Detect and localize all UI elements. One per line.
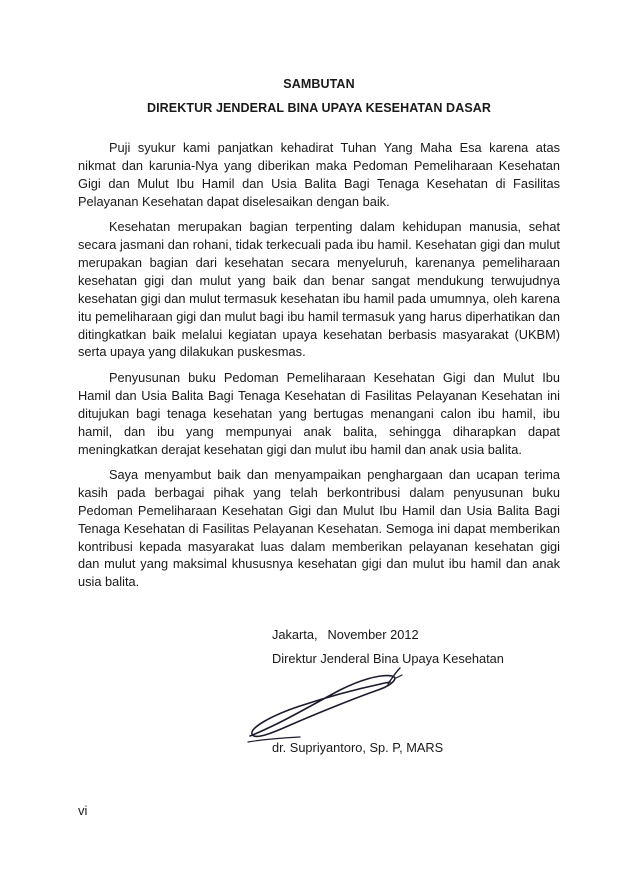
closing-place-date [272, 627, 419, 642]
signatory-name: dr. Supriyantoro, Sp. P, MARS [272, 740, 444, 755]
closing-position: Direktur Jenderal Bina Upaya Kesehatan [272, 651, 504, 666]
paragraph-2: Kesehatan merupakan bagian terpenting dalam kehidupan manusia, sehat secara jasmani dan rohani, tidak terkecuali pada ibu hamil. Kesehatan gigi dan mulut merupakan bagian dari kesehatan secara menyeluruh, karenanya pemeliharaan kesehatan gigi dan mulut yang baik dan benar sangat mendukung terwujudnya kesehatan gigi dan mulut termasuk kesehatan ibu hamil pada umumnya, oleh karena itu pemeliharaan gigi dan mulut bagi ibu hamil termasuk yang harus diperhatikan dan ditingkatkan baik melalui kegiatan upaya kesehatan berbasis masyarakat (UKBM) serta upaya yang dilakukan puskesmas. [78, 219, 560, 360]
closing-date: November 2012 [327, 627, 419, 642]
body-text [78, 139, 560, 599]
closing-city: Jakarta, [272, 627, 318, 642]
handwritten-signature [240, 664, 420, 744]
paragraph-1: Puji syukur kami panjatkan kehadirat Tuhan Yang Maha Esa karena atas nikmat dan karunia-Nya yang diberikan maka Pedoman Pemeliharaan Kesehatan Gigi dan Mulut Ibu Hamil dan Usia Balita Bagi Tenaga Kesehatan di Fasilitas Pelayanan Kesehatan dapat diselesaikan dengan baik. [78, 140, 560, 209]
paragraph-4: Saya menyambut baik dan menyampaikan penghargaan dan ucapan terima kasih pada berbagai pihak yang telah berkontribusi dalam penyusunan buku Pedoman Pemeliharaan Kesehatan Gigi dan Mulut Ibu Hamil dan Usia Balita Bagi Tenaga Kesehatan di Fasilitas Pelayanan Kesehatan. Semoga ini dapat memberikan kontribusi kepada masyarakat luas dalam memberikan pelayanan kesehatan gigi dan mulut yang maksimal khususnya kesehatan gigi dan mulut ibu hamil dan anak usia balita. [78, 466, 560, 590]
page-subtitle: DIREKTUR JENDERAL BINA UPAYA KESEHATAN DASAR [146, 101, 492, 115]
paragraph-3: Penyusunan buku Pedoman Pemeliharaan Kesehatan Gigi dan Mulut Ibu Hamil dan Usia Balita Bagi Tenaga Kesehatan di Fasilitas Pelayanan Kesehatan ini ditujukan bagi tenaga kesehatan yang bertugas menangani calon ibu hamil, ibu hamil, dan ibu yang mempunyai anak balita, sehingga diharapkan dapat meningkatkan derajat kesehatan gigi dan mulut ibu hamil dan anak usia balita. [78, 369, 560, 457]
page-title: SAMBUTAN [283, 77, 355, 91]
page-number: vi [78, 803, 88, 818]
